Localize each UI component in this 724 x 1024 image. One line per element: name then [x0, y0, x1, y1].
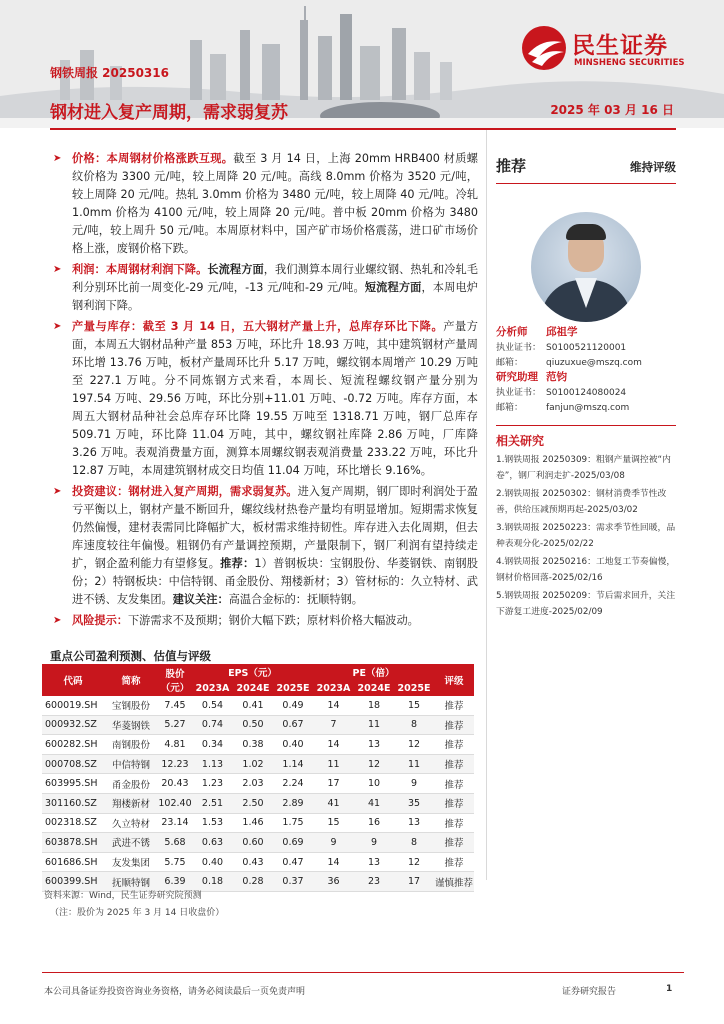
cell-code: 603995.SH: [42, 774, 104, 794]
cell-name: 宝钢股份: [104, 696, 158, 715]
cell-pe: 14: [313, 735, 354, 755]
col-eps-year: 2024E: [233, 680, 273, 696]
table-title: 重点公司盈利预测、估值与评级: [50, 649, 211, 663]
rating-divider: [496, 183, 676, 184]
forecast-table: [42, 664, 474, 892]
cell-code: 600399.SH: [42, 872, 104, 892]
table-row: [42, 852, 474, 872]
cell-price: 12.23: [158, 754, 192, 774]
bullet-body-bold: 短流程方面: [364, 281, 422, 294]
cell-eps: 0.63: [192, 833, 233, 853]
report-tag: 钢铁周报 20250316: [50, 66, 169, 80]
cell-pe: 14: [313, 852, 354, 872]
cell-name: 甬金股份: [104, 774, 158, 794]
cell-pe: 41: [354, 793, 394, 813]
col-eps: EPS（元）: [192, 664, 313, 680]
cell-eps: 0.74: [192, 715, 233, 735]
cell-eps: 0.34: [192, 735, 233, 755]
table-row: [42, 833, 474, 853]
cell-name: 友发集团: [104, 852, 158, 872]
table-row: [42, 774, 474, 794]
header-divider: [50, 128, 676, 130]
related-list: [496, 452, 680, 622]
cell-eps: 2.51: [192, 793, 233, 813]
cell-pe: 36: [313, 872, 354, 892]
analyst-name: 邱祖学: [546, 326, 578, 338]
cell-code: 600019.SH: [42, 696, 104, 715]
cell-pe: 8: [394, 715, 434, 735]
related-link[interactable]: 2.钢铁周报 20250302：钢材消费季节性改善，供给压减预期再起-2025/03/02: [496, 489, 667, 515]
bullet-profit: [50, 261, 478, 315]
cell-rating: 推荐: [434, 696, 474, 715]
minsheng-logo-icon: [520, 24, 568, 72]
analyst-name: 范钧: [546, 371, 567, 383]
cell-price: 23.14: [158, 813, 192, 833]
cell-price: 102.40: [158, 793, 192, 813]
summary-section: [50, 150, 478, 633]
cell-eps: 0.38: [233, 735, 273, 755]
logo-text-en: MINSHENG SECURITIES: [574, 58, 685, 68]
cell-name: 武进不锈: [104, 833, 158, 853]
bullet-body: 高温合金标的：抚顺特钢。: [228, 593, 363, 606]
cell-rating: 推荐: [434, 754, 474, 774]
email-link[interactable]: fanjun@mszq.com: [546, 403, 630, 413]
bullet-body-bold: 推荐：: [220, 557, 255, 570]
cell-pe: 9: [313, 833, 354, 853]
header-banner: [0, 0, 724, 128]
cell-pe: 9: [354, 833, 394, 853]
cell-eps: 0.41: [233, 696, 273, 715]
cell-price: 20.43: [158, 774, 192, 794]
email-link[interactable]: qiuzuxue@mszq.com: [546, 358, 642, 368]
cell-price: 5.75: [158, 852, 192, 872]
analyst-1: [496, 325, 676, 371]
cell-eps: 1.02: [233, 754, 273, 774]
col-name: 简称: [104, 664, 158, 696]
cert-number: S0100124080024: [546, 388, 627, 398]
cert-label: 执业证书：: [496, 388, 542, 398]
related-link[interactable]: 5.钢铁周报 20250209：节后需求回升，关注下游复工进度-2025/02/09: [496, 591, 676, 617]
cell-name: 南钢股份: [104, 735, 158, 755]
company-logo: [520, 24, 710, 74]
col-pe-year: 2025E: [394, 680, 434, 696]
cell-rating: 推荐: [434, 774, 474, 794]
cell-pe: 17: [394, 872, 434, 892]
cell-eps: 2.24: [273, 774, 313, 794]
cell-price: 6.39: [158, 872, 192, 892]
col-eps-year: 2023A: [192, 680, 233, 696]
analyst-2: [496, 370, 676, 416]
arrow-bullet-icon: ➤: [53, 486, 62, 497]
cell-pe: 14: [313, 696, 354, 715]
cell-eps: 0.47: [273, 852, 313, 872]
cell-code: 002318.SZ: [42, 813, 104, 833]
footer-label: 证券研究报告: [562, 987, 617, 997]
cell-pe: 41: [313, 793, 354, 813]
bullet-body: ，我们测算本周行业螺纹钢、热轧和冷轧毛利分别环比前一周变化-29 元/吨，-13 元/吨和-29 元/吨。: [72, 263, 478, 294]
cell-code: 301160.SZ: [42, 793, 104, 813]
bullet-lead: 价格：本周钢材价格涨跌互现。: [72, 152, 234, 165]
cell-rating: 推荐: [434, 793, 474, 813]
photo-hair: [566, 224, 606, 240]
cell-code: 600282.SH: [42, 735, 104, 755]
analyst-role: 分析师: [496, 326, 528, 338]
cell-eps: 2.89: [273, 793, 313, 813]
col-pe-year: 2023A: [313, 680, 354, 696]
cell-pe: 12: [394, 852, 434, 872]
cell-rating: 推荐: [434, 833, 474, 853]
cell-eps: 0.50: [233, 715, 273, 735]
cell-eps: 2.03: [233, 774, 273, 794]
report-headline: 钢材进入复产周期，需求弱复苏: [50, 103, 288, 123]
bullet-body-bold: 建议关注：: [172, 593, 229, 606]
cell-name: 抚顺特钢: [104, 872, 158, 892]
cell-pe: 13: [354, 852, 394, 872]
report-date: 2025 年 03 月 16 日: [550, 103, 674, 117]
cell-pe: 23: [354, 872, 394, 892]
arrow-bullet-icon: ➤: [53, 264, 62, 275]
cell-pe: 17: [313, 774, 354, 794]
cell-rating: 推荐: [434, 735, 474, 755]
cell-pe: 9: [394, 774, 434, 794]
rating-main: 推荐: [496, 157, 527, 175]
related-link[interactable]: 3.钢铁周报 20250223：需求季节性回暖，品种表观分化-2025/02/22: [496, 523, 676, 549]
cell-rating: 推荐: [434, 852, 474, 872]
rating-sub: 维持评级: [630, 160, 676, 174]
cell-pe: 15: [313, 813, 354, 833]
cell-code: 603878.SH: [42, 833, 104, 853]
footer-disclaimer: 本公司具备证券投资咨询业务资格，请务必阅读最后一页免责声明: [44, 987, 306, 997]
cell-eps: 0.40: [273, 735, 313, 755]
col-eps-year: 2025E: [273, 680, 313, 696]
cell-pe: 10: [354, 774, 394, 794]
bullet-risk: [50, 612, 478, 630]
cell-price: 4.81: [158, 735, 192, 755]
cell-pe: 35: [394, 793, 434, 813]
cell-eps: 0.60: [233, 833, 273, 853]
bullet-body: 产量方面，本周五大钢材品种产量 853 万吨，环比升 18.93 万吨，其中建筑钢材产量周环比增 13.76 万吨，板材产量周环比升 5.17 万吨，螺纹钢本周增产 10.29 万吨至 227.1 万吨。分不同炼钢方式来看，本周长、短流程螺纹钢产量分别为 197.54 万吨、29.56 万吨，环比分别+11.01 万吨、-0.72 万吨。库存方面，本周五大钢材品种社会总库存环比降 19.55 万吨至 1318.71 万吨，钢厂总库存 509.71 万吨，环比降 11.04 万吨，其中，螺纹钢社库降 2.86 万吨，厂库降 3.26 万吨。表观消费量方面，测算本周螺纹钢表观消费量 233.22 万吨，环比升 12.87 万吨，本周建筑钢材成交日均值 11.04 万吨，环比增长 9.16%。: [72, 320, 478, 477]
cell-price: 5.27: [158, 715, 192, 735]
bullet-price: [50, 150, 478, 258]
cell-name: 华菱钢铁: [104, 715, 158, 735]
cert-label: 执业证书：: [496, 343, 542, 353]
page-number: 1: [666, 984, 673, 994]
email-label: 邮箱：: [496, 358, 524, 368]
cell-name: 中信特钢: [104, 754, 158, 774]
cell-pe: 11: [394, 754, 434, 774]
bullet-body: 下游需求不及预期；钢价大幅下跌；原材料价格大幅波动。: [127, 614, 419, 627]
cell-pe: 11: [313, 754, 354, 774]
bullet-lead: 投资建议：钢材进入复产周期，需求弱复苏。: [72, 485, 298, 498]
table-row: [42, 813, 474, 833]
cell-eps: 1.53: [192, 813, 233, 833]
cell-eps: 0.18: [192, 872, 233, 892]
cell-name: 翔楼新材: [104, 793, 158, 813]
arrow-bullet-icon: ➤: [53, 615, 62, 626]
cell-pe: 12: [394, 735, 434, 755]
cell-price: 5.68: [158, 833, 192, 853]
bullet-body: 截至 3 月 14 日，上海 20mm HRB400 材质螺纹价格为 3300 元/吨，较上周降 20 元/吨。高线 8.0mm 价格为 3520 元/吨，较上周降 20 元/吨。热轧 3.0mm 价格为 3480 元/吨，较上周降 40 元/吨。冷轧 1.0mm 价格为 4100 元/吨，较上周降 20 元/吨。普中板 20mm 价格为 3480 元/吨，较上周升 50 元/吨。本周原材料中，国产矿市场价格震荡，进口矿市场价格上涨，废钢价格下跌。: [72, 152, 478, 255]
related-link[interactable]: 1.钢铁周报 20250309：粗钢产量调控被“内卷”，钢厂利润走扩-2025/03/08: [496, 455, 671, 481]
sidebar-divider: [486, 130, 487, 880]
cell-code: 000932.SZ: [42, 715, 104, 735]
bullet-body: 1）普钢板块：宝钢股份、华菱钢铁、南钢股份；2）特钢板块：中信特钢、甬金股份、翔楼新材；3）管材标的：久立特材、武进不锈、友发集团。: [72, 557, 478, 606]
col-price: 股价（元）: [158, 664, 192, 696]
cell-pe: 18: [354, 696, 394, 715]
cell-eps: 0.54: [192, 696, 233, 715]
cell-pe: 11: [354, 715, 394, 735]
cell-eps: 1.75: [273, 813, 313, 833]
cell-rating: 推荐: [434, 715, 474, 735]
table-row: [42, 715, 474, 735]
cell-eps: 0.43: [233, 852, 273, 872]
arrow-bullet-icon: ➤: [53, 321, 62, 332]
bullet-body: 进入复产周期，钢厂即时利润处于盈亏平衡以上，钢材产量不断回升，螺纹线材热卷产量均有明显增加。短期需求恢复仍然偏慢，建材表需同比降幅扩大，板材需求维持韧性。库存进入去化周期，但去库速度较往年偏慢。粗钢仍有产量调控预期，产量限制下，钢厂利润有望持续走扩，钢企盈利能力有望修复。: [72, 485, 478, 570]
cell-code: 000708.SZ: [42, 754, 104, 774]
cell-pe: 12: [354, 754, 394, 774]
cell-rating: 推荐: [434, 813, 474, 833]
arrow-bullet-icon: ➤: [53, 153, 62, 164]
rating-block: [496, 155, 676, 176]
cell-code: 601686.SH: [42, 852, 104, 872]
cell-name: 久立特材: [104, 813, 158, 833]
bullet-body-bold: 长流程方面: [207, 263, 264, 276]
cell-pe: 7: [313, 715, 354, 735]
footer-divider: [42, 972, 684, 973]
cell-eps: 1.14: [273, 754, 313, 774]
cell-pe: 13: [394, 813, 434, 833]
table-row: [42, 735, 474, 755]
related-link[interactable]: 4.钢铁周报 20250216：工地复工节奏偏慢，钢材价格回落-2025/02/16: [496, 557, 676, 583]
cell-eps: 1.13: [192, 754, 233, 774]
cell-eps: 1.23: [192, 774, 233, 794]
col-pe-year: 2024E: [354, 680, 394, 696]
cell-pe: 15: [394, 696, 434, 715]
cell-rating: 谨慎推荐: [434, 872, 474, 892]
col-code: 代码: [42, 664, 104, 696]
bullet-lead: 风险提示：: [72, 614, 128, 627]
table-row: [42, 754, 474, 774]
bullet-body: ，本周电炉钢利润下降。: [72, 281, 478, 312]
logo-text-cn: 民生证券: [572, 33, 668, 59]
cell-eps: 0.67: [273, 715, 313, 735]
table-row: [42, 793, 474, 813]
bullet-lead: 利润：本周钢材利润下降。: [72, 263, 208, 276]
table-source: 资料来源：Wind，民生证券研究院预测: [44, 891, 202, 901]
table-note: （注：股价为 2025 年 3 月 14 日收盘价）: [50, 908, 225, 918]
cell-eps: 0.40: [192, 852, 233, 872]
col-rating: 评级: [434, 664, 474, 696]
bullet-output-inventory: [50, 318, 478, 480]
cell-pe: 13: [354, 735, 394, 755]
related-divider: [496, 425, 676, 426]
analyst-photo: [531, 212, 641, 322]
cell-eps: 0.69: [273, 833, 313, 853]
cell-price: 7.45: [158, 696, 192, 715]
cert-number: S0100521120001: [546, 343, 627, 353]
cell-eps: 0.49: [273, 696, 313, 715]
cell-eps: 2.50: [233, 793, 273, 813]
table-row: [42, 696, 474, 715]
related-title: 相关研究: [496, 434, 545, 448]
cell-pe: 8: [394, 833, 434, 853]
cell-eps: 0.28: [233, 872, 273, 892]
cell-pe: 16: [354, 813, 394, 833]
email-label: 邮箱：: [496, 403, 524, 413]
bullet-lead: 产量与库存：截至 3 月 14 日，五大钢材产量上升，总库存环比下降。: [72, 320, 444, 333]
col-pe: PE（倍）: [313, 664, 434, 680]
cell-eps: 0.37: [273, 872, 313, 892]
bullet-investment: [50, 483, 478, 609]
analyst-role: 研究助理: [496, 371, 538, 383]
cell-eps: 1.46: [233, 813, 273, 833]
